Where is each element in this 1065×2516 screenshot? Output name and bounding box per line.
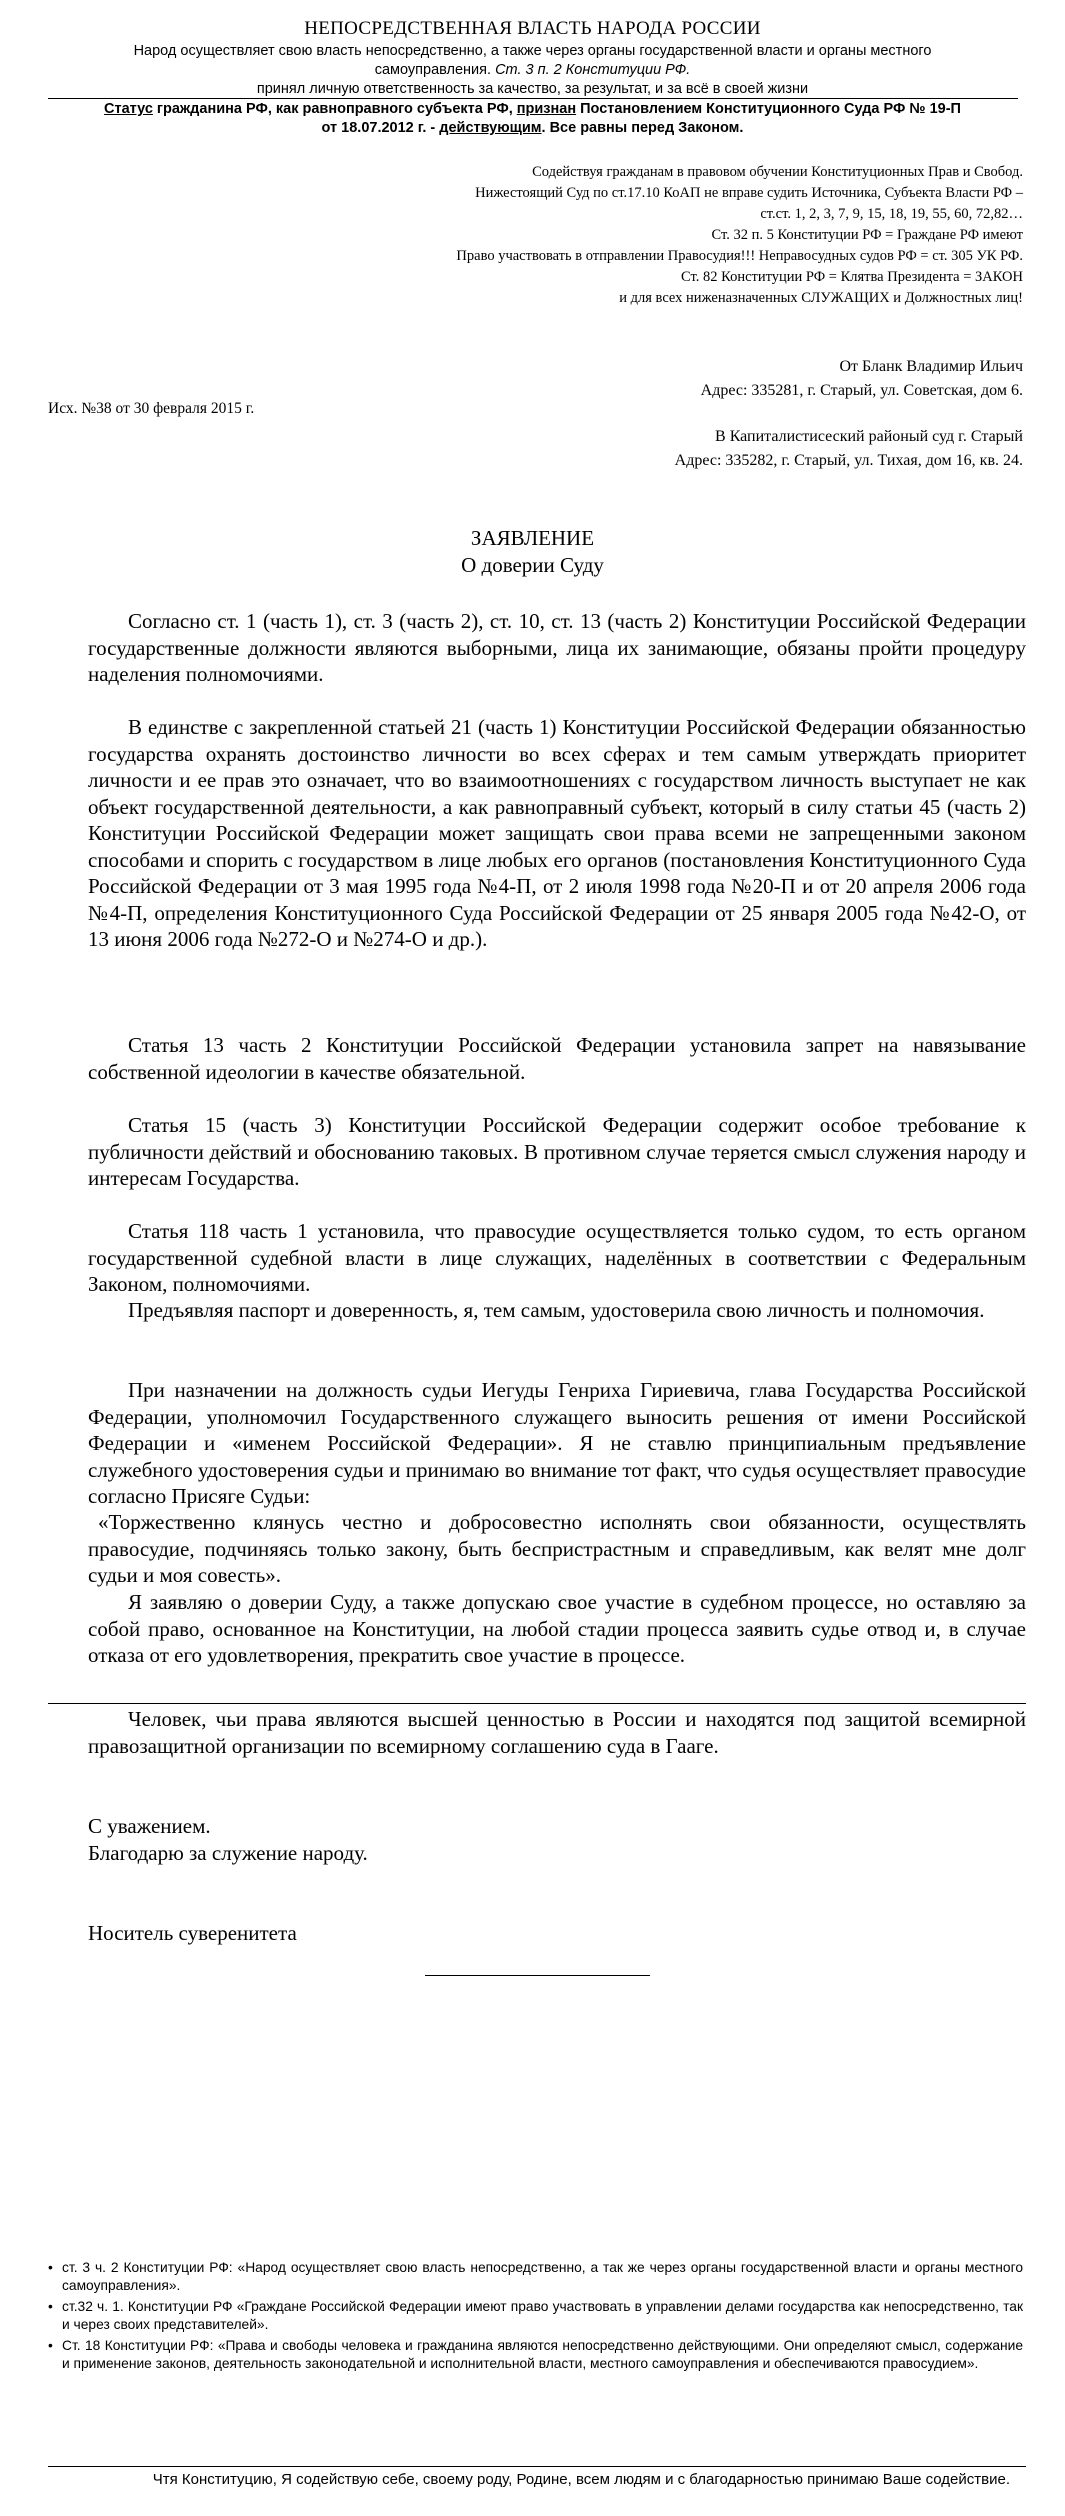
recipient-address: Адрес: 335282, г. Старый, ул. Тихая, дом 16, кв. 24. xyxy=(674,452,1023,469)
header-title: НЕПОСРЕДСТВЕННАЯ ВЛАСТЬ НАРОДА РОССИИ xyxy=(304,18,761,39)
status-line-1 xyxy=(40,100,1025,119)
footer-divider xyxy=(48,2466,1026,2467)
judge-oath-quote: «Торжественно клянусь честно и добросовестно исполнять свои обязанности, осуществлять правосудие, подчиняясь только закону, быть беспристрастным и справедливым, как велят мне долг судьи и моя совесть». xyxy=(88,1510,1026,1587)
epigraph-line: ст.ст. 1, 2, 3, 7, 9, 15, 18, 19, 55, 60, 72,82… xyxy=(760,206,1023,222)
status-line-2 xyxy=(40,119,1025,138)
status-text-2: Постановлением Конституционного Суда РФ № 19-П xyxy=(576,101,961,117)
epigraph-line: Право участвовать в отправлении Правосудия!!! Неправосудных судов РФ = ст. 305 УК РФ. xyxy=(456,248,1023,264)
status-recognized: признан xyxy=(516,101,577,117)
closing-statement: Чтя Конституцию, Я содействую себе, своему роду, Родине, всем людям и с благодарностью принимаю Ваше содействие. xyxy=(152,2471,1010,2488)
header-line-2 xyxy=(40,61,1025,80)
epigraph-line: Ст. 32 п. 5 Конституции РФ = Граждане РФ имеют xyxy=(711,227,1023,243)
sender-name: От Бланк Владимир Ильич xyxy=(839,358,1023,375)
header-line-1: Народ осуществляет свою власть непосредственно, а также через органы государственной власти и органы местного xyxy=(133,43,932,59)
footnote-item: • ст.32 ч. 1. Конституции РФ «Граждане Российской Федерации имеют право участвовать в управлении делами государства как непосредственно, так и через своих представителей». xyxy=(48,2299,1023,2332)
status-line-2b: . Все равны перед Законом. xyxy=(541,120,744,136)
paragraph-7: При назначении на должность судьи Иегуды Генриха Гириевича, глава Государства Российской Федерации, уполномочил Государственного служащего выносить решения от имени Российской Федерации и «именем Российской Федерации». Я не ставлю принципиальным предъявление служебного удостоверения судьи и принимаю во внимание тот факт, что судья осуществляет правосудие согласно Присяге Судьи: xyxy=(88,1378,1026,1508)
outgoing-reference: Исх. №38 от 30 февраля 2015 г. xyxy=(48,400,255,417)
document-subtitle: О доверии Суду xyxy=(461,553,604,577)
status-word: Статус xyxy=(104,101,153,117)
sovereignty-bearer: Носитель суверенитета xyxy=(88,1921,297,1945)
document-title: ЗАЯВЛЕНИЕ xyxy=(470,526,595,550)
paragraph-5: Статья 118 часть 1 установила, что правосудие осуществляется только судом, то есть органом государственной судебной власти в лице служащих, наделённых в соответствии с Федеральным Законом, полномочиями. xyxy=(88,1219,1026,1296)
sender-address: Адрес: 335281, г. Старый, ул. Советская, дом 6. xyxy=(700,382,1023,399)
header-divider xyxy=(48,98,1018,99)
recipient-block xyxy=(203,425,1023,473)
footnote-text: ст.32 ч. 1. Конституции РФ «Граждане Российской Федерации имеют право участвовать в управлении делами государства как непосредственно, так и через своих представителей». xyxy=(62,2299,1023,2332)
paragraph-2: В единстве с закрепленной статьей 21 (часть 1) Конституции Российской Федерации обязанностью государства охранять достоинство личности во всех сферах и тем самым утверждать приоритет личности и ее прав это означает, что во взаимоотношениях с государством личность выступает не как объект государственной деятельности, а как равноправный субъект, который в силу статьи 45 (часть 2) Конституции Российской Федерации может защищать свои права всеми не запрещенными законом способами и спорить с государством в лице любых его органов (постановления Конституционного Суда Российской Федерации от 3 мая 1995 года №4-П, от 2 июля 1998 года №20-П и от 20 апреля 2006 года №4-П, определения Конституционного Суда Российской Федерации от 25 января 2005 года №42-О, от 13 июня 2006 года №272-О и №274-О и др.). xyxy=(88,715,1026,951)
epigraph-line: Содействуя гражданам в правовом обучении Конституционных Прав и Свобод. xyxy=(532,164,1023,180)
signature-line xyxy=(425,1975,650,1976)
status-active: действующим xyxy=(439,120,542,136)
paragraph-10: Человек, чьи права являются высшей ценностью в России и находятся под защитой всемирной правозащитной организации по всемирному соглашению суда в Гааге. xyxy=(88,1707,1026,1758)
recipient-name: В Капиталистисеский районый суд г. Старый xyxy=(715,428,1023,445)
epigraph-line: и для всех ниженазначенных СЛУЖАЩИХ и Должностных лиц! xyxy=(619,290,1023,306)
paragraph-3: Статья 13 часть 2 Конституции Российской Федерации установила запрет на навязывание собственной идеологии в качестве обязательной. xyxy=(88,1033,1026,1084)
paragraph-9: Я заявляю о доверии Суду, а также допускаю свое участие в судебном процессе, но оставляю за собой право, основанное на Конституции, на любой стадии процесса заявить судье отвод и, в случае отказа от его удовлетворения, прекратить свое участие в процессе. xyxy=(88,1590,1026,1667)
sender-block xyxy=(203,355,1023,403)
footnote-text: ст. 3 ч. 2 Конституции РФ: «Народ осуществляет свою власть непосредственно, а так же через органы государственной власти и органы местного самоуправления». xyxy=(62,2260,1023,2293)
status-text-1: гражданина РФ, как равноправного субъекта РФ, xyxy=(152,101,517,117)
footnote-item: • Ст. 18 Конституции РФ: «Права и свободы человека и гражданина являются непосредственно действующими. Они определяют смысл, содержание и применение законов, деятельность законодательной и исполнительной власти, местного самоуправления и обеспечиваются правосудием». xyxy=(48,2338,1023,2371)
paragraph-6: Предъявляя паспорт и доверенность, я, тем самым, удостоверила свою личность и полномочия. xyxy=(128,1298,985,1322)
header-line-3: принял личную ответственность за качество, за результат, и за всё в своей жизни xyxy=(256,81,809,97)
epigraph-line: Ст. 82 Конституции РФ = Клятва Президента = ЗАКОН xyxy=(681,269,1023,285)
footnote-text: Ст. 18 Конституции РФ: «Права и свободы человека и гражданина являются непосредственно действующими. Они определяют смысл, содержание и применение законов, деятельность законодательной и исполнительной власти, местного самоуправления и обеспечиваются правосудием». xyxy=(62,2338,1023,2371)
header-line-2-citation: Ст. 3 п. 2 Конституции РФ. xyxy=(491,62,691,78)
footnotes xyxy=(48,2259,1023,2376)
epigraph-line: Нижестоящий Суд по ст.17.10 КоАП не вправе судить Источника, Субъекта Власти РФ – xyxy=(475,185,1023,201)
signoff-regards: С уважением. xyxy=(88,1814,211,1838)
section-divider xyxy=(48,1703,1026,1704)
header-line-2-text: самоуправления. xyxy=(374,62,492,78)
paragraph-1: Согласно ст. 1 (часть 1), ст. 3 (часть 2), ст. 10, ст. 13 (часть 2) Конституции Российской Федерации государственные должности являются выборными, лица их занимающие, обязаны пройти процедуру наделения полномочиями. xyxy=(88,609,1026,686)
paragraph-4: Статья 15 (часть 3) Конституции Российской Федерации содержит особое требование к публичности действий и обоснованию таковых. В противном случае теряется смысл служения народу и интересам Государства. xyxy=(88,1113,1026,1190)
epigraph-block xyxy=(203,162,1023,309)
footnote-item: • ст. 3 ч. 2 Конституции РФ: «Народ осуществляет свою власть непосредственно, а так же через органы государственной власти и органы местного самоуправления». xyxy=(48,2260,1023,2293)
status-line-2a: от 18.07.2012 г. - xyxy=(321,120,440,136)
signoff-thanks: Благодарю за служение народу. xyxy=(88,1841,368,1865)
